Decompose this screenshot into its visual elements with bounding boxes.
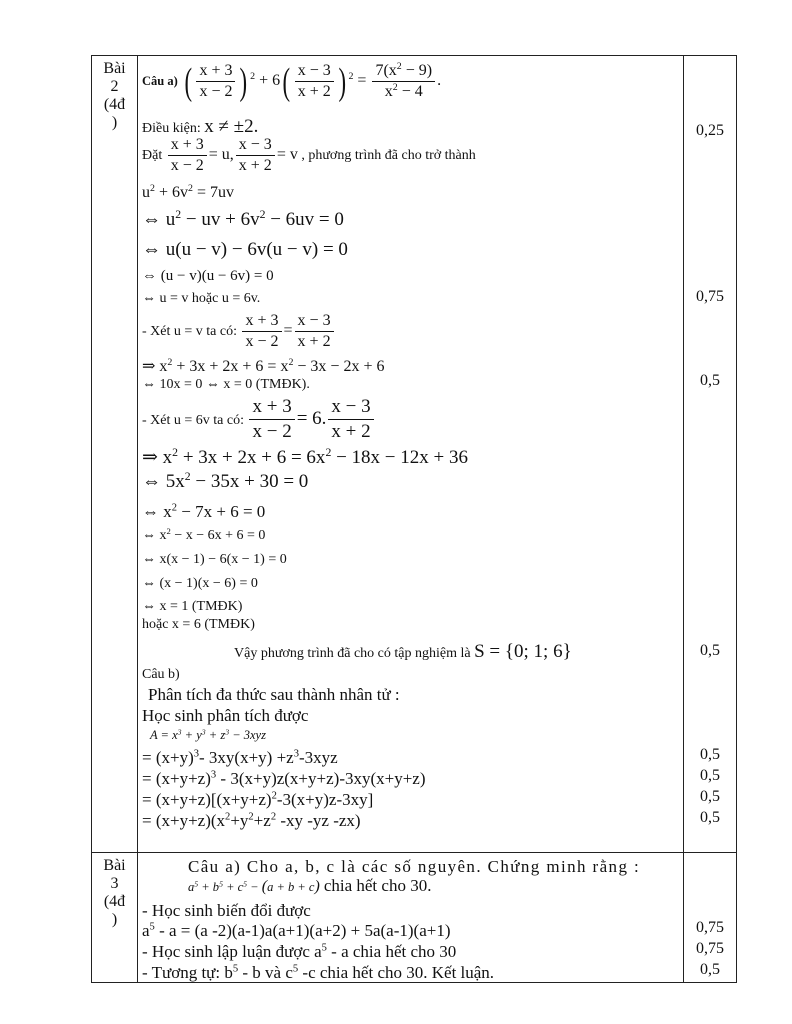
bai2-content [138, 56, 684, 853]
bai3-question-expr: $a^5 + b^5 + c^5 - (a + b + c)$ chia hết cho 30. [188, 876, 432, 895]
bai3-content [138, 853, 684, 983]
cau-b-intro: Học sinh phân tích được [142, 706, 309, 725]
cau-b-expr: $A = x^3 + y^3 + z^3 - 3xyz$ [150, 727, 266, 742]
step-l14: ⇔ x = 1 (TMĐK) [142, 599, 243, 614]
answer-table [91, 55, 737, 983]
step-l11: ⇔ $x^2 - x - 6x + 6 = 0$ [142, 525, 266, 543]
dat-label: Đặt [142, 148, 163, 164]
bai2-scores [684, 56, 737, 853]
bai2-label-line: Bài [103, 60, 126, 77]
step-l15: hoặc x = 6 (TMĐK) [142, 617, 255, 632]
bai2-label [92, 56, 138, 853]
bai3-label-line: Bài [103, 857, 126, 874]
bai3-label-line: 3 [110, 875, 119, 892]
bai3-label-line: ) [111, 911, 118, 928]
step-l7: ⇔ 10x = 0 ⇔ x = 0 (TMĐK). [142, 377, 310, 392]
step-l13: ⇔ (x − 1)(x − 6) = 0 [142, 576, 258, 591]
step-l5: ⇔ u = v hoặc u = 6v. [142, 291, 261, 306]
xet1-label: - Xét u = v ta có: [142, 324, 237, 340]
cau-b-task: Phân tích đa thức sau thành nhân tử : [148, 685, 400, 704]
cau-b-step1: = $(x+y)^3-$ $3xy(x+y) +z^3-3xyz$ [142, 748, 338, 767]
score: 0,5 [700, 746, 720, 763]
conclusion-line [234, 641, 572, 663]
dieu-kien-expr: x ≠ ±2. [204, 116, 259, 137]
dat-suffix: , phương trình đã cho trở thành [301, 148, 476, 164]
step-l12: ⇔ x(x − 1) − 6(x − 1) = 0 [142, 552, 287, 567]
score: 0,75 [696, 940, 724, 957]
bai3-label-line: (4đ [103, 893, 126, 910]
bai3-label [92, 853, 138, 983]
xet2-label: - Xét u = 6v ta có: [142, 412, 244, 428]
cau-a-label: Câu a) [142, 74, 178, 89]
step-l9: ⇔ $5x^2 - 35x + 30 = 0$ [142, 469, 309, 492]
table-row-bai2 [92, 56, 737, 853]
score: 0,75 [696, 919, 724, 936]
score: 0,5 [700, 788, 720, 805]
bai3-step1: - Học sinh biến đổi được [142, 901, 311, 920]
bai3-step3: - Học sinh lập luận được $a^5$ - a chia hết cho 30 [142, 942, 457, 961]
bai2-label-line: (4đ [103, 96, 126, 113]
bai3-question: Câu a) Cho a, b, c là các số nguyên. Chứng minh rằng : [188, 857, 641, 876]
score: 0,25 [696, 122, 724, 139]
cau-b-step2: = $(x+y+z)^3 - 3(x+y)z(x+y+z)-3xy(x+y+z)$ [142, 769, 426, 788]
step-l1: $u^2 + 6v^2 = 7uv$ [142, 183, 234, 201]
score: 0,5 [700, 809, 720, 826]
bai3-step4: - Tương tự: $b^5$ - b và $c^5$ -c chia hết cho 30. Kết luận. [142, 963, 495, 982]
score: 0,75 [696, 288, 724, 305]
step-l3: ⇔ u(u − v) − 6v(u − v) = 0 [142, 239, 348, 260]
score: 0,5 [700, 642, 720, 659]
step-l4: ⇔ (u − v)(u − 6v) = 0 [142, 268, 274, 284]
dieu-kien-label: Điều kiện: [142, 121, 201, 136]
score: 0,5 [700, 961, 720, 978]
dat-line: Đặt $\frac{x + 3}{x - 2}$ = u, $\frac{x - 3}{x + 2}$ = v , phương trình đã cho trở thành [142, 136, 476, 174]
table-row-bai3 [92, 853, 737, 983]
solution-set: S = {0; 1; 6} [474, 641, 572, 662]
cau-b-label: Câu b) [142, 667, 180, 682]
xet1-line: - Xét u = v ta có: $\frac{x + 3}{x - 2}$ = $\frac{x - 3}{x + 2}$ [142, 312, 336, 351]
main-equation: ( $\frac{x + 3}{x - 2}$ ) $^2$ + 6( $\frac{x - 3}{x + 2}$ ) $^2$ = $\frac{7(x^2 - 9)}{x^2 - 4}$ . [184, 60, 442, 103]
bai2-label-line: 2 [110, 78, 119, 95]
dieu-kien [142, 116, 258, 138]
bai2-label-line: ) [111, 114, 118, 131]
step-l8: ⇒ $x^2 + 3x + 2x + 6 = 6x^2 - 18x - 12x + 36$ [142, 445, 468, 468]
cau-b-step4: = $(x+y+z)(x^2+y^2+z^2$ -xy -yz -zx) [142, 811, 361, 830]
cau-a-equation [142, 62, 441, 101]
step-l6: ⇒ $x^2 + 3x + 2x + 6 = x^2 - 3x - 2x + 6$ [142, 357, 385, 375]
cau-b-step3: = $(x+y+z)[(x+y+z)^2-3(x+y)z-3xy]$ [142, 790, 374, 809]
conclusion-text: Vậy phương trình đã cho có tập nghiệm là [234, 646, 471, 661]
score: 0,5 [700, 767, 720, 784]
step-l10: ⇔ $x^2 - 7x + 6 = 0$ [142, 502, 266, 521]
answer-table-container [91, 55, 737, 983]
xet2-line: - Xét u = 6v ta có: $\frac{x + 3}{x - 2}$ = 6. $\frac{x - 3}{x + 2}$ [142, 396, 376, 443]
bai3-step2: $a^5 - a = (a$ -2)(a-1)a(a+1)(a+2) + 5a(a-1)(a+1) [142, 921, 451, 940]
step-l2: ⇔ $u^2$ − uv + $6v^2 - 6uv = 0$ [142, 207, 344, 230]
bai3-question-tail: chia hết cho 30. [323, 876, 432, 895]
score: 0,5 [700, 372, 720, 389]
bai3-scores [684, 853, 737, 983]
